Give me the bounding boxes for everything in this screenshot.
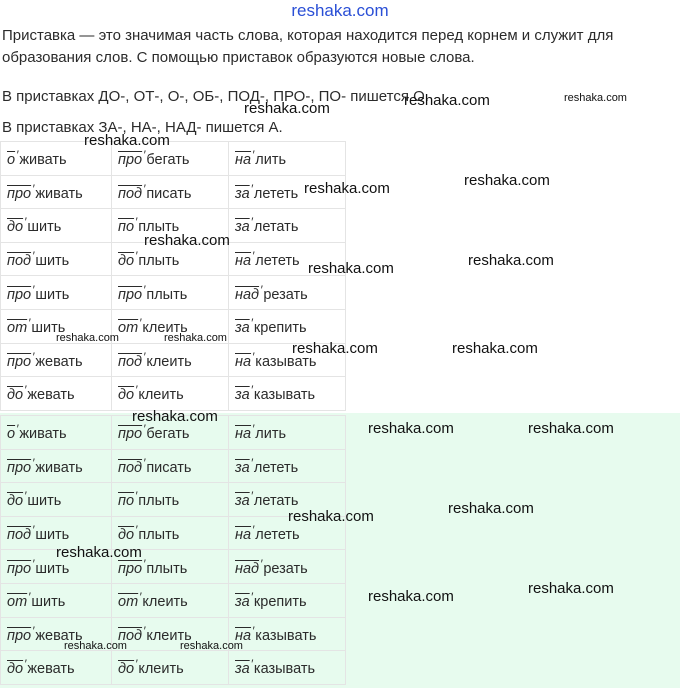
prefix-mark: ′ bbox=[135, 523, 138, 538]
word-rest: клеить bbox=[146, 627, 192, 644]
word-prefix: по bbox=[118, 493, 135, 510]
prefix-mark: ′ bbox=[260, 556, 263, 571]
watermark: reshaka.com bbox=[368, 420, 454, 437]
word-rest: живать bbox=[19, 426, 67, 443]
word-rest: резать bbox=[263, 560, 308, 577]
prefix-mark: ′ bbox=[135, 383, 138, 398]
word-prefix: до bbox=[118, 253, 135, 270]
word-rest: писать bbox=[146, 459, 192, 476]
prefix-mark: ′ bbox=[139, 316, 142, 331]
rule-a-paragraph: В приставках ЗА-, НА-, НАД- пишется А. bbox=[2, 119, 283, 136]
prefix-mark: ′ bbox=[28, 316, 31, 331]
prefix-mark: ′ bbox=[32, 623, 35, 638]
watermark: reshaka.com bbox=[292, 340, 378, 357]
prefix-mark: ′ bbox=[32, 282, 35, 297]
word-rest: крепить bbox=[253, 594, 307, 611]
prefix-mark: ′ bbox=[143, 181, 146, 196]
word-prefix: на bbox=[235, 353, 252, 370]
watermark: reshaka.com bbox=[464, 172, 550, 189]
watermark: reshaka.com bbox=[528, 580, 614, 597]
word-prefix: про bbox=[118, 560, 143, 577]
word-cell bbox=[112, 651, 229, 685]
site-header[interactable]: reshaka.com bbox=[291, 1, 389, 20]
prefix-mark: ′ bbox=[260, 282, 263, 297]
prefix-table bbox=[0, 141, 346, 411]
word-cell bbox=[1, 209, 112, 243]
watermark: reshaka.com bbox=[288, 508, 374, 525]
prefix-mark: ′ bbox=[32, 249, 35, 264]
word-cell bbox=[112, 583, 229, 617]
prefix-mark: ′ bbox=[135, 657, 138, 672]
word-prefix: от bbox=[7, 320, 28, 337]
watermark: reshaka.com bbox=[180, 640, 243, 652]
word-prefix: про bbox=[7, 286, 32, 303]
word-cell bbox=[229, 617, 346, 651]
word-prefix: про bbox=[7, 560, 32, 577]
prefix-mark: ′ bbox=[250, 590, 253, 605]
word-rest: лететь bbox=[255, 527, 300, 544]
word-rest: летать bbox=[253, 219, 299, 236]
prefix-mark: ′ bbox=[250, 455, 253, 470]
prefix-mark: ′ bbox=[252, 249, 255, 264]
prefix-mark: ′ bbox=[135, 215, 138, 230]
table-row bbox=[1, 142, 346, 176]
watermark: reshaka.com bbox=[84, 132, 170, 149]
watermark: reshaka.com bbox=[404, 92, 490, 109]
prefix-mark: ′ bbox=[28, 590, 31, 605]
watermark: reshaka.com bbox=[164, 332, 227, 344]
word-prefix: под bbox=[118, 353, 143, 370]
word-rest: шить bbox=[35, 253, 70, 270]
word-prefix: до bbox=[118, 661, 135, 678]
word-prefix: про bbox=[7, 627, 32, 644]
word-cell bbox=[229, 550, 346, 584]
prefix-mark: ′ bbox=[250, 316, 253, 331]
prefix-mark: ′ bbox=[32, 181, 35, 196]
word-prefix: до bbox=[7, 219, 24, 236]
word-cell bbox=[1, 483, 112, 517]
prefix-mark: ′ bbox=[252, 623, 255, 638]
word-prefix: на bbox=[235, 426, 252, 443]
watermark: reshaka.com bbox=[564, 92, 627, 104]
watermark: reshaka.com bbox=[56, 544, 142, 561]
word-rest: крепить bbox=[253, 320, 307, 337]
word-rest: жевать bbox=[35, 627, 83, 644]
word-rest: бегать bbox=[146, 152, 190, 169]
table-row bbox=[1, 175, 346, 209]
word-rest: клеить bbox=[138, 661, 184, 678]
watermark: reshaka.com bbox=[448, 500, 534, 517]
word-cell bbox=[1, 416, 112, 450]
word-cell bbox=[112, 175, 229, 209]
intro-line-1: Приставка — это значимая часть слова, которая находится перед корнем и служит для bbox=[2, 27, 614, 44]
prefix-mark: ′ bbox=[250, 657, 253, 672]
prefix-table-answer bbox=[0, 415, 346, 685]
word-rest: бегать bbox=[146, 426, 190, 443]
word-prefix: до bbox=[7, 387, 24, 404]
word-prefix: на bbox=[235, 627, 252, 644]
word-prefix: за bbox=[235, 493, 250, 510]
word-prefix: про bbox=[7, 459, 32, 476]
word-prefix: за bbox=[235, 185, 250, 202]
word-prefix: до bbox=[118, 527, 135, 544]
word-rest: живать bbox=[35, 459, 83, 476]
word-prefix: от bbox=[7, 594, 28, 611]
prefix-mark: ′ bbox=[143, 282, 146, 297]
prefix-mark: ′ bbox=[250, 489, 253, 504]
watermark: reshaka.com bbox=[244, 100, 330, 117]
table-row bbox=[1, 377, 346, 411]
word-rest: шить bbox=[35, 527, 70, 544]
word-cell bbox=[1, 343, 112, 377]
prefix-mark: ′ bbox=[139, 590, 142, 605]
word-prefix: под bbox=[118, 459, 143, 476]
word-rest: жевать bbox=[27, 661, 75, 678]
watermark: reshaka.com bbox=[64, 640, 127, 652]
word-prefix: под bbox=[7, 527, 32, 544]
word-rest: лететь bbox=[255, 253, 300, 270]
word-prefix: до bbox=[118, 387, 135, 404]
word-prefix: под bbox=[118, 185, 143, 202]
prefix-mark: ′ bbox=[143, 349, 146, 364]
prefix-mark: ′ bbox=[135, 489, 138, 504]
prefix-mark: ′ bbox=[135, 249, 138, 264]
watermark: reshaka.com bbox=[56, 332, 119, 344]
word-prefix: по bbox=[118, 219, 135, 236]
word-cell bbox=[112, 377, 229, 411]
word-cell bbox=[229, 416, 346, 450]
word-prefix: за bbox=[235, 459, 250, 476]
word-prefix: на bbox=[235, 527, 252, 544]
watermark: reshaka.com bbox=[468, 252, 554, 269]
word-prefix: над bbox=[235, 560, 260, 577]
table-row bbox=[1, 617, 346, 651]
prefix-mark: ′ bbox=[24, 383, 27, 398]
word-rest: казывать bbox=[253, 387, 316, 404]
word-prefix: о bbox=[7, 152, 16, 169]
word-prefix: про bbox=[118, 426, 143, 443]
watermark: reshaka.com bbox=[144, 232, 230, 249]
word-cell bbox=[1, 377, 112, 411]
word-rest: плыть bbox=[146, 286, 188, 303]
prefix-mark: ′ bbox=[143, 148, 146, 163]
watermark: reshaka.com bbox=[452, 340, 538, 357]
word-rest: шить bbox=[27, 219, 62, 236]
prefix-mark: ′ bbox=[250, 181, 253, 196]
word-rest: шить bbox=[35, 286, 70, 303]
prefix-mark: ′ bbox=[16, 148, 19, 163]
table-row bbox=[1, 449, 346, 483]
table-row bbox=[1, 276, 346, 310]
word-cell bbox=[229, 276, 346, 310]
prefix-mark: ′ bbox=[250, 215, 253, 230]
word-rest: клеить bbox=[138, 387, 184, 404]
prefix-mark: ′ bbox=[143, 623, 146, 638]
word-rest: летать bbox=[253, 493, 299, 510]
word-prefix: про bbox=[7, 185, 32, 202]
table-row bbox=[1, 651, 346, 685]
word-prefix: на bbox=[235, 253, 252, 270]
rule-o-paragraph: В приставках ДО-, ОТ-, О-, ОБ-, ПОД-, ПРО-, ПО- пишется О. bbox=[2, 88, 429, 105]
word-prefix: за bbox=[235, 387, 250, 404]
watermark: reshaka.com bbox=[132, 408, 218, 425]
prefix-mark: ′ bbox=[32, 523, 35, 538]
prefix-mark: ′ bbox=[143, 422, 146, 437]
word-cell bbox=[112, 343, 229, 377]
word-prefix: о bbox=[7, 426, 16, 443]
word-rest: шить bbox=[35, 560, 70, 577]
word-prefix: до bbox=[7, 661, 24, 678]
word-cell bbox=[1, 242, 112, 276]
prefix-mark: ′ bbox=[24, 215, 27, 230]
word-cell bbox=[1, 651, 112, 685]
word-rest: лить bbox=[255, 426, 287, 443]
prefix-mark: ′ bbox=[24, 657, 27, 672]
word-rest: казывать bbox=[255, 627, 317, 644]
prefix-mark: ′ bbox=[252, 349, 255, 364]
word-rest: плыть bbox=[138, 219, 180, 236]
watermark: reshaka.com bbox=[528, 420, 614, 437]
word-rest: казывать bbox=[253, 661, 316, 678]
word-prefix: от bbox=[118, 594, 139, 611]
word-rest: лететь bbox=[253, 185, 299, 202]
word-rest: шить bbox=[31, 594, 66, 611]
word-cell bbox=[229, 142, 346, 176]
prefix-mark: ′ bbox=[252, 523, 255, 538]
prefix-mark: ′ bbox=[32, 455, 35, 470]
word-rest: клеить bbox=[142, 320, 188, 337]
intro-paragraph bbox=[2, 25, 613, 69]
word-cell bbox=[1, 276, 112, 310]
intro-line-2: образования слов. С помощью приставок образуются новые слова. bbox=[2, 49, 475, 66]
word-rest: казывать bbox=[255, 353, 317, 370]
word-rest: жевать bbox=[35, 353, 83, 370]
table-row bbox=[1, 583, 346, 617]
word-cell bbox=[1, 175, 112, 209]
word-rest: плыть bbox=[138, 527, 180, 544]
prefix-mark: ′ bbox=[143, 455, 146, 470]
word-rest: лететь bbox=[253, 459, 299, 476]
word-prefix: за bbox=[235, 594, 250, 611]
word-prefix: про bbox=[7, 353, 32, 370]
word-cell bbox=[229, 377, 346, 411]
word-prefix: за bbox=[235, 661, 250, 678]
word-cell bbox=[229, 651, 346, 685]
word-cell bbox=[229, 209, 346, 243]
word-rest: живать bbox=[19, 152, 67, 169]
word-prefix: за bbox=[235, 320, 250, 337]
word-prefix: за bbox=[235, 219, 250, 236]
word-rest: резать bbox=[263, 286, 308, 303]
word-rest: клеить bbox=[142, 594, 188, 611]
word-cell bbox=[1, 583, 112, 617]
word-cell bbox=[229, 309, 346, 343]
word-prefix: под bbox=[7, 253, 32, 270]
prefix-mark: ′ bbox=[252, 148, 255, 163]
watermark: reshaka.com bbox=[368, 588, 454, 605]
word-rest: шить bbox=[27, 493, 62, 510]
word-cell bbox=[229, 449, 346, 483]
word-cell bbox=[229, 583, 346, 617]
word-cell bbox=[1, 449, 112, 483]
word-rest: лить bbox=[255, 152, 287, 169]
prefix-mark: ′ bbox=[32, 556, 35, 571]
word-prefix: под bbox=[118, 627, 143, 644]
prefix-mark: ′ bbox=[32, 349, 35, 364]
word-prefix: про bbox=[118, 152, 143, 169]
prefix-mark: ′ bbox=[143, 556, 146, 571]
word-rest: плыть bbox=[146, 560, 188, 577]
word-prefix: на bbox=[235, 152, 252, 169]
watermark: reshaka.com bbox=[308, 260, 394, 277]
prefix-mark: ′ bbox=[16, 422, 19, 437]
prefix-mark: ′ bbox=[24, 489, 27, 504]
word-rest: плыть bbox=[138, 493, 180, 510]
word-rest: клеить bbox=[146, 353, 192, 370]
watermark: reshaka.com bbox=[304, 180, 390, 197]
word-prefix: про bbox=[118, 286, 143, 303]
word-rest: плыть bbox=[138, 253, 180, 270]
prefix-mark: ′ bbox=[250, 383, 253, 398]
word-rest: живать bbox=[35, 185, 83, 202]
word-cell bbox=[112, 449, 229, 483]
word-prefix: от bbox=[118, 320, 139, 337]
word-prefix: до bbox=[7, 493, 24, 510]
word-rest: писать bbox=[146, 185, 192, 202]
word-cell bbox=[112, 276, 229, 310]
word-prefix: над bbox=[235, 286, 260, 303]
word-rest: шить bbox=[31, 320, 66, 337]
table-row bbox=[1, 550, 346, 584]
word-cell bbox=[112, 483, 229, 517]
word-rest: жевать bbox=[27, 387, 75, 404]
prefix-mark: ′ bbox=[252, 422, 255, 437]
